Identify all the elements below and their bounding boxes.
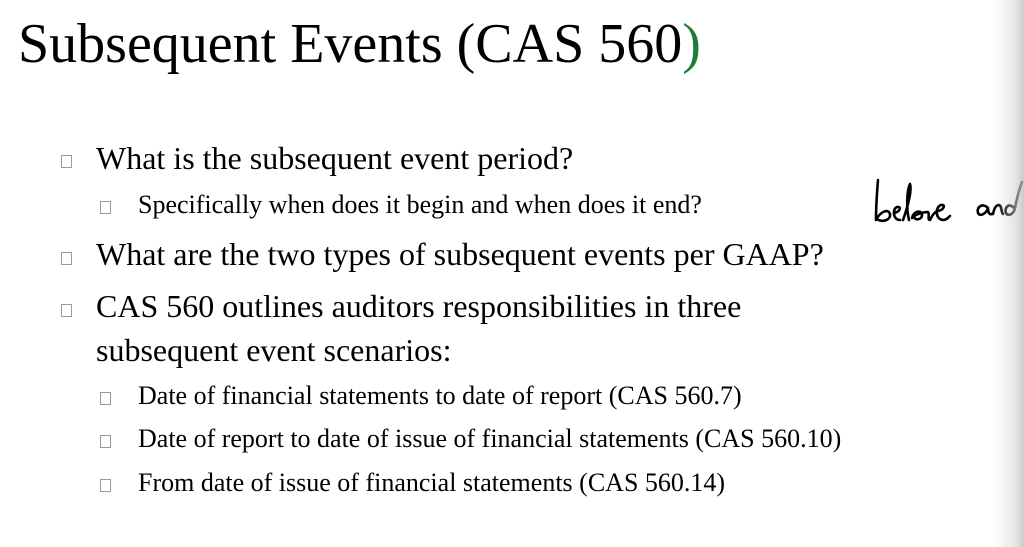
sub-bullet-scenario-2: Date of report to date of issue of financial statements (CAS 560.10) [138,424,842,453]
handwriting-stroke-b [876,180,890,221]
right-edge-shadow [994,0,1024,547]
sub-bullet-square-icon [100,201,111,214]
bullet-cas-560-outline-line1: CAS 560 outlines auditors responsibilities in three [96,288,742,324]
handwriting-stroke-e1 [894,207,900,220]
sub-bullet-square-icon [100,392,111,405]
bullet-square-icon [61,252,72,265]
bullet-square-icon [61,155,72,168]
sub-bullet-scenario-3: From date of issue of financial statements (CAS 560.14) [138,468,726,497]
slide-title-text: Subsequent Events (CAS 560 [18,13,683,75]
bullet-two-types: What are the two types of subsequent events per GAAP? [96,236,824,272]
bullet-cas-560-outline-line2: subsequent event scenarios: [96,332,452,368]
sub-bullet-square-icon [100,435,111,448]
handwriting-stroke-ore [912,205,950,220]
bullet-subsequent-event-period: What is the subsequent event period? [96,140,574,176]
slide-title-closing-paren: ) [682,13,701,75]
bullet-square-icon [61,304,72,317]
handwriting-stroke-l [903,184,911,220]
sub-bullet-square-icon [100,479,111,492]
handwriting-stroke-a [978,205,992,214]
sub-bullet-scenario-1: Date of financial statements to date of report (CAS 560.7) [138,381,742,410]
slide-title [18,4,701,84]
sub-bullet-begin-end: Specifically when does it begin and when does it end? [138,190,702,219]
